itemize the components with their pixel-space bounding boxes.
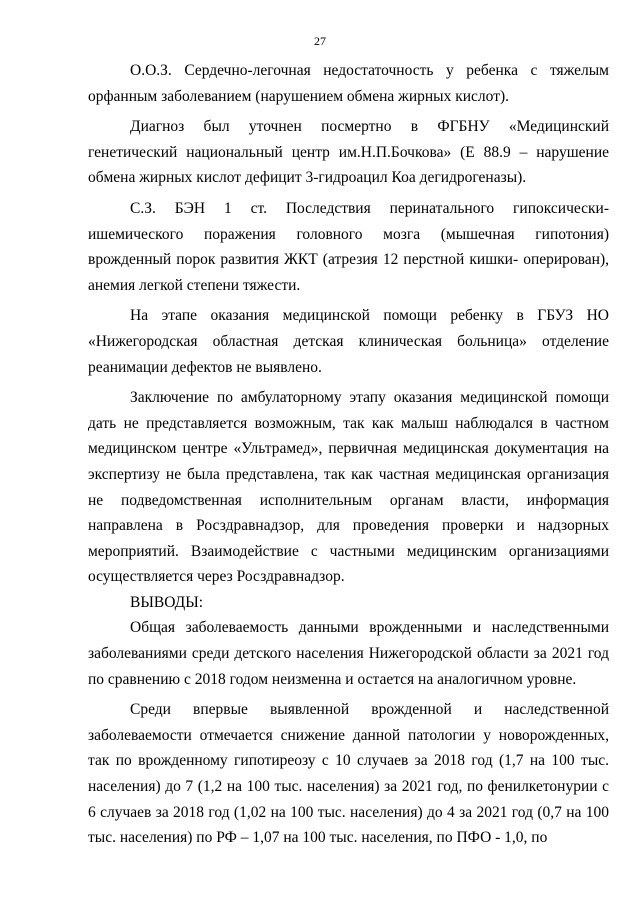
paragraph-outpatient-conclusion: Заключение по амбулаторному этапу оказания медицинской помощи дать не представляется возможным, так как малыш наблюдался в частном медицинском центре «Ультрамед», первичная медицинская документация на экспертизу не была представлена, так как частная медицинская организация не подведомственная исполнительным органам власти, информация направлена в Росздравнадзор, для проведения проверки и надзорных мероприятий. Взаимодействие с частными медицинским организациями осуществляется через Росздравнадзор.	[88, 389, 609, 586]
page-number: 27	[314, 34, 326, 48]
conclusions-heading: ВЫВОДЫ:	[130, 593, 204, 611]
paragraph-diagnosis: Диагноз был уточнен посмертно в ФГБНУ «Медицинский генетический национальный центр им.Н.П.Бочкова» (Е 88.9 – нарушение обмена жирных кислот дефицит 3-гидроацил Коа дегидрогеназы).	[88, 118, 609, 187]
paragraph-hospital-stage: На этапе оказания медицинской помощи ребенку в ГБУЗ НО «Нижегородская областная детская клиническая больница» отделение реанимации дефектов не выявлено.	[88, 307, 609, 376]
document-body	[88, 58, 609, 851]
paragraph-ooz: О.О.З. Сердечно-легочная недостаточность у ребенка с тяжелым орфанным заболеванием (нарушением обмена жирных кислот).	[88, 62, 609, 105]
conclusion-general-morbidity: Общая заболеваемость данными врожденными и наследственными заболеваниями среди детского населения Нижегородской области за 2021 год по сравнению с 2018 годом неизменна и остается на аналогичном уровне.	[88, 619, 609, 688]
paragraph-sz: С.З. БЭН 1 ст. Последствия перинатального гипоксически-ишемического поражения головного мозга (мышечная гипотония) врожденный порок развития ЖКТ (атрезия 12 перстной кишки- оперирован), анемия легкой степени тяжести.	[88, 199, 609, 294]
conclusion-newborn-morbidity: Среди впервые выявленной врожденной и наследственной заболеваемости отмечается снижение данной патологии у новорожденных, так по врожденному гипотиреозу с 10 случаев за 2018 год (1,7 на 100 тыс. населения) до 7 (1,2 на 100 тыс. населения) за 2021 год, по фенилкетонурии с 6 случаев за 2018 год (1,02 на 100 тыс. населения) до 4 за 2021 год (0,7 на 100 тыс. населения) по РФ – 1,07 на 100 тыс. населения, по ПФО - 1,0, по	[88, 701, 609, 847]
